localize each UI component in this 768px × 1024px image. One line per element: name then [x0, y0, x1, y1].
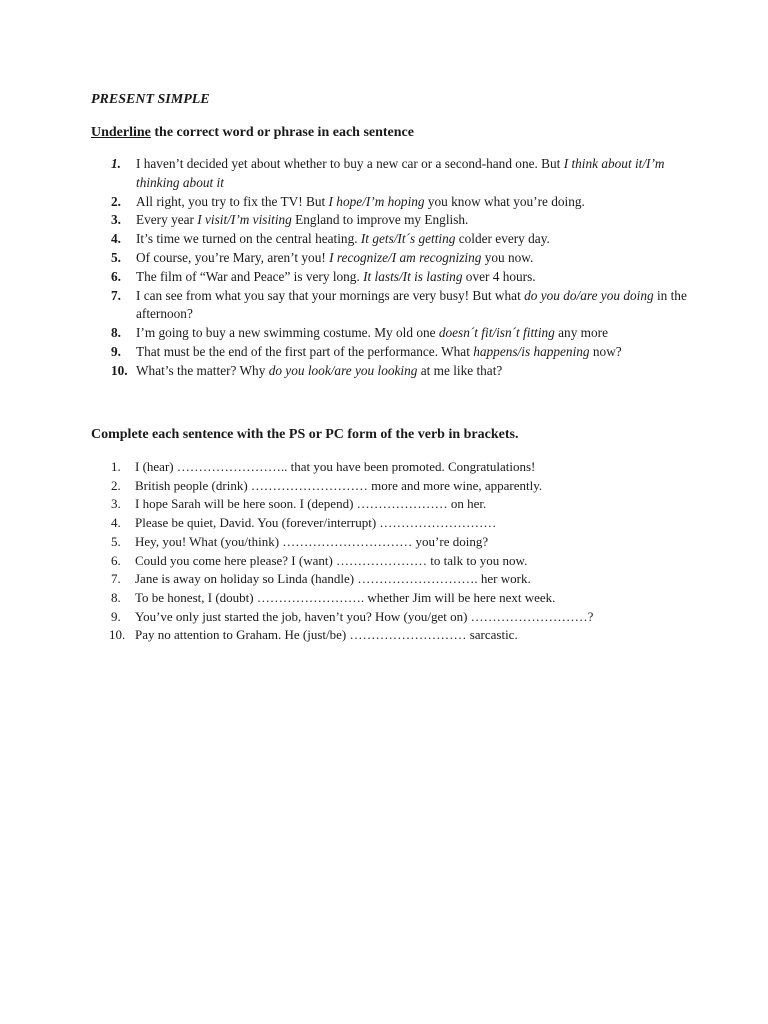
sentence-before: Of course, you’re Mary, aren’t you! — [136, 249, 330, 265]
item-number: 5. — [111, 533, 121, 549]
exercise2-item — [111, 570, 671, 589]
exercise1-item — [111, 155, 691, 193]
item-number: 3. — [111, 496, 121, 512]
exercise1-item — [111, 324, 691, 343]
exercise1-item — [111, 193, 691, 212]
exercise1-item — [111, 249, 691, 268]
item-number: 1. — [111, 459, 121, 474]
exercise2-item — [111, 477, 671, 496]
fill-in-sentence: To be honest, I (doubt) ……………………. whether Jim will be here next week. — [135, 589, 556, 605]
choice-options: I think about it/I’m thinking about it — [136, 156, 665, 190]
exercise2-instruction: Complete each sentence with the PS or PC form of the verb in brackets. — [91, 427, 519, 442]
instruction-text: the correct word or phrase in each sentence — [150, 125, 414, 140]
item-number: 9. — [111, 608, 121, 624]
sentence-after: any more — [554, 325, 608, 341]
fill-in-sentence: I hope Sarah will be here soon. I (depend) ………………… on her. — [135, 496, 487, 512]
item-number: 1. — [111, 156, 121, 171]
sentence-after: you know what you’re doing. — [424, 193, 585, 209]
sentence-before: What’s the matter? Why — [136, 362, 269, 378]
exercise2-item — [111, 589, 671, 608]
choice-options: I visit/I’m visiting — [197, 212, 292, 228]
choice-options: happens/is happening — [473, 343, 590, 359]
sentence-after: at me like that? — [417, 362, 503, 378]
item-number: 4. — [111, 515, 121, 531]
exercise1-item — [111, 268, 691, 287]
sentence-after: colder every day. — [455, 231, 550, 247]
item-number: 2. — [111, 477, 121, 493]
fill-in-sentence: Pay no attention to Graham. He (just/be) ……………………… sarcastic. — [135, 627, 518, 643]
fill-in-sentence: Hey, you! What (you/think) ………………………… you’re doing? — [135, 533, 489, 549]
exercise1-item — [111, 211, 691, 230]
fill-in-sentence: Please be quiet, David. You (forever/interrupt) ……………………… — [135, 515, 497, 531]
item-number: 3. — [111, 212, 121, 228]
sentence-after: now? — [589, 343, 622, 359]
sentence-before: Every year — [136, 212, 198, 228]
item-number: 10. — [111, 362, 128, 378]
choice-options: It gets/It´s getting — [360, 231, 456, 247]
exercise2-item — [111, 514, 671, 533]
exercise1-item — [111, 230, 691, 249]
sentence-after: in the afternoon? — [136, 287, 687, 322]
sentence-after: you now. — [481, 249, 534, 265]
choice-options: do you look/are you looking — [268, 362, 418, 378]
exercise1-item — [111, 287, 691, 325]
item-number: 4. — [111, 231, 121, 247]
exercise2-item — [111, 626, 671, 645]
fill-in-sentence: You’ve only just started the job, haven’t you? How (you/get on) ………………………? — [135, 608, 594, 624]
page-title: PRESENT SIMPLE — [91, 92, 210, 107]
choice-options: do you do/are you doing — [524, 287, 654, 303]
sentence-before: All right, you try to fix the TV! But — [136, 193, 329, 209]
item-number: 7. — [111, 571, 121, 587]
exercise2-item — [111, 608, 671, 627]
exercise2-item — [111, 458, 671, 477]
sentence-before: That must be the end of the first part of the performance. What — [136, 343, 474, 359]
exercise2-list — [111, 458, 671, 645]
item-number: 8. — [111, 589, 121, 605]
item-number: 6. — [111, 268, 121, 284]
exercise1-instruction — [91, 125, 414, 141]
exercise1-item — [111, 343, 691, 362]
fill-in-sentence: Could you come here please? I (want) ………………… to talk to you now. — [135, 552, 528, 568]
fill-in-sentence: I (hear) …………………….. that you have been promoted. Congratulations! — [135, 459, 536, 474]
choice-options: I recognize/I am recognizing — [329, 249, 482, 265]
sentence-before: The film of “War and Peace” is very long. — [136, 268, 364, 284]
item-number: 8. — [111, 325, 121, 341]
sentence-after: over 4 hours. — [462, 268, 536, 284]
exercise2-item — [111, 533, 671, 552]
item-number: 10. — [109, 627, 126, 643]
item-number: 7. — [111, 287, 121, 303]
item-number: 5. — [111, 249, 121, 265]
sentence-before: I haven’t decided yet about whether to buy a new car or a second-hand one. But — [136, 156, 564, 171]
sentence-before: It’s time we turned on the central heating. — [136, 231, 361, 247]
instruction-underline-word: Underline — [91, 125, 151, 140]
choice-options: It lasts/It is lasting — [363, 268, 463, 284]
sentence-before: I can see from what you say that your mornings are very busy! But what — [136, 287, 525, 303]
choice-options: doesn´t fit/isn´t fitting — [438, 325, 555, 341]
fill-in-sentence: British people (drink) ……………………… more and more wine, apparently. — [135, 477, 543, 493]
sentence-after: England to improve my English. — [291, 212, 469, 228]
exercise2-item — [111, 552, 671, 571]
exercise2-item — [111, 495, 671, 514]
exercise1-item — [111, 362, 691, 381]
choice-options: I hope/I’m hoping — [328, 193, 425, 209]
fill-in-sentence: Jane is away on holiday so Linda (handle) ………………………. her work. — [135, 571, 531, 587]
item-number: 9. — [111, 343, 121, 359]
sentence-before: I’m going to buy a new swimming costume. My old one — [136, 325, 439, 341]
item-number: 6. — [111, 552, 121, 568]
item-number: 2. — [111, 193, 121, 209]
exercise1-list — [111, 155, 691, 381]
